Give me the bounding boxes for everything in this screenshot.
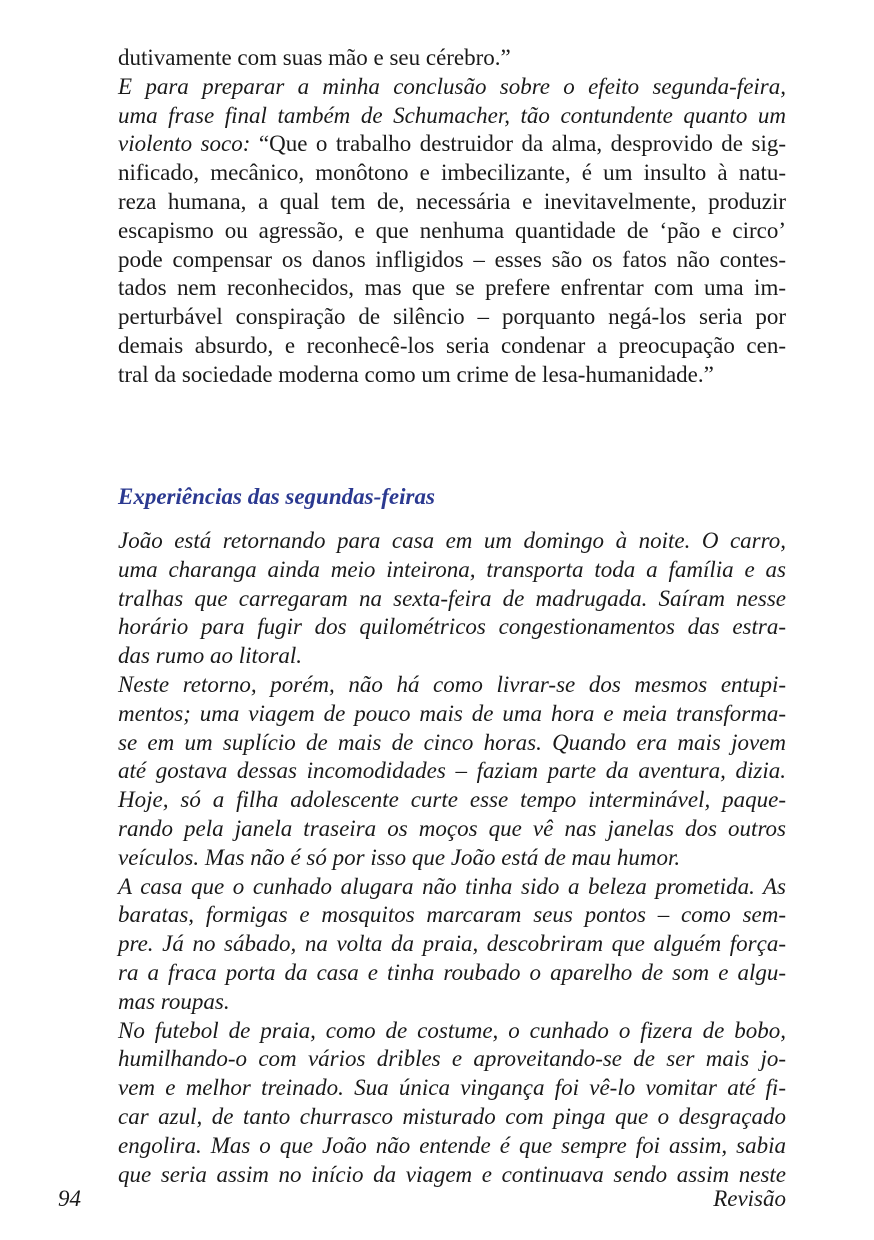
quote-line: perturbável conspiração de silêncio – porquanto negá-los seria por — [118, 304, 786, 330]
body-line: se em um suplício de mais de cinco horas. Quando era mais jovem — [118, 729, 786, 755]
body-line: das rumo ao litoral. — [118, 643, 303, 669]
intro-line-4-italic: violento soco: — [118, 131, 251, 157]
quote-line: demais absurdo, e reconhecê-los seria condenar a preocupação cen- — [118, 332, 786, 358]
body-line: mas roupas. — [118, 988, 230, 1014]
section-heading: Experiências das segundas-feiras — [118, 484, 435, 509]
body-line: A casa que o cunhado alugara não tinha sido a beleza prometida. As — [118, 873, 786, 899]
body-line: até gostava dessas incomodidades – faziam parte da aventura, dizia. — [118, 758, 786, 784]
body-line: car azul, de tanto churrasco misturado com pinga que o desgraçado — [118, 1103, 786, 1129]
quote-line: tral da sociedade moderna como um crime de lesa-humanidade.” — [118, 361, 714, 387]
body-line: Neste retorno, porém, não há como livrar-se dos mesmos entupi- — [118, 671, 786, 697]
body-line: humilhando-o com vários dribles e aproveitando-se de ser mais jo- — [118, 1046, 786, 1072]
body-line: João está retornando para casa em um domingo à noite. O carro, — [118, 528, 786, 553]
quote-line: pode compensar os danos infligidos – esses são os fatos não contes- — [118, 246, 786, 272]
page-number: 94 — [58, 1186, 81, 1211]
intro-line-4 — [118, 130, 786, 159]
body-line: engolira. Mas o que João não entende é que sempre foi assim, sabia — [118, 1132, 786, 1158]
quote-line: tados nem reconhecidos, mas que se prefere enfrentar com uma im- — [118, 275, 786, 301]
intro-line-4-roman: “Que o trabalho destruidor da alma, desprovido de sig- — [250, 131, 787, 157]
intro-line-3: uma frase final também de Schumacher, tão contundente quanto um — [118, 102, 786, 128]
intro-text-block — [118, 44, 786, 390]
quote-line: nificado, mecânico, monôtono e imbecilizante, é um insulto à natu- — [118, 160, 786, 186]
body-line: que seria assim no início da viagem e continuava sendo assim neste — [118, 1161, 786, 1187]
running-footer-title: Revisão — [713, 1186, 786, 1211]
quote-line: reza humana, a qual tem de, necessária e inevitavelmente, produzir — [118, 188, 786, 214]
body-line: rando pela janela traseira os moços que vê nas janelas dos outros — [118, 815, 786, 841]
body-line: veículos. Mas não é só por isso que João está de mau humor. — [118, 844, 681, 870]
intro-line-2: E para preparar a minha conclusão sobre o efeito segunda-feira, — [118, 73, 786, 99]
section-body — [118, 527, 786, 1189]
body-line: pre. Já no sábado, na volta da praia, descobriram que alguém força- — [118, 931, 786, 957]
quote-line: escapismo ou agressão, e que nenhuma quantidade de ‘pão e circo’ — [118, 217, 786, 243]
body-line: tralhas que carregaram na sexta-feira de madrugada. Saíram nesse — [118, 585, 786, 611]
intro-line-1: dutivamente com suas mão e seu cérebro.” — [118, 45, 511, 70]
body-line: ra a fraca porta da casa e tinha roubado o aparelho de som e algu- — [118, 959, 786, 985]
body-line: Hoje, só a filha adolescente curte esse tempo interminável, paque- — [118, 787, 786, 813]
body-line: horário para fugir dos quilométricos congestionamentos das estra- — [118, 614, 786, 640]
body-line: uma charanga ainda meio inteirona, transporta toda a família e as — [118, 556, 786, 582]
body-line: vem e melhor treinado. Sua única vingança foi vê-lo vomitar até fi- — [118, 1075, 786, 1101]
body-line: mentos; uma viagem de pouco mais de uma hora e meia transforma- — [118, 700, 786, 726]
body-line: baratas, formigas e mosquitos marcaram seus pontos – como sem- — [118, 902, 786, 928]
body-line: No futebol de praia, como de costume, o cunhado o fizera de bobo, — [118, 1017, 786, 1043]
